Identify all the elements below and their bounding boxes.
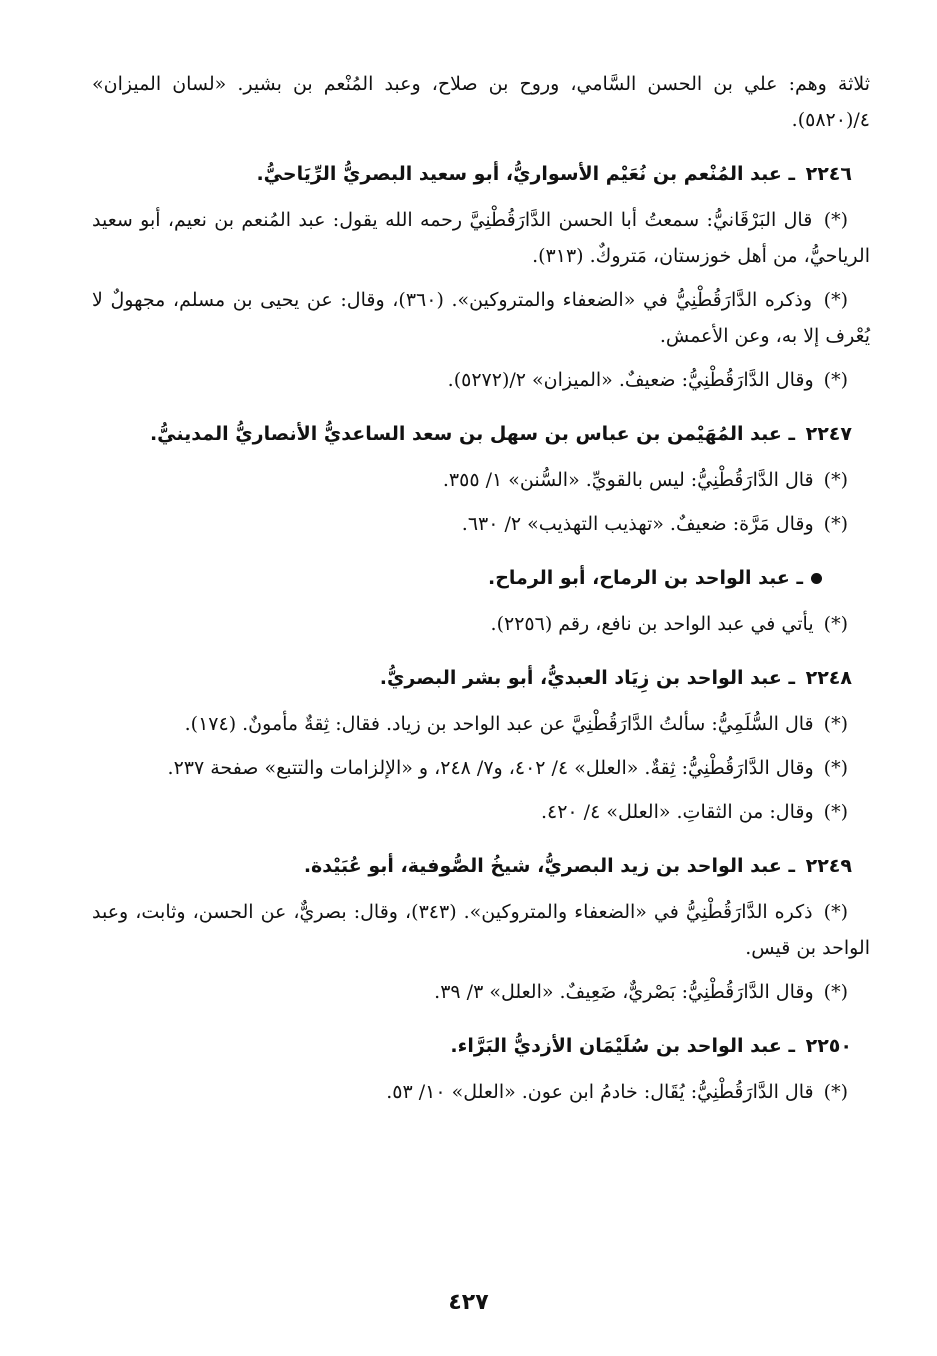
asterisk-marker: (*) [823, 901, 848, 923]
entry-paragraph [92, 894, 870, 966]
asterisk-marker: (*) [823, 757, 848, 779]
entry-number: ٢٢٤٩ [805, 855, 852, 877]
entry-title: ـ عبد المُهَيْمن بن عباس بن سهل بن سعد الساعديُّ الأنصاريُّ المدينيُّ. [149, 423, 795, 445]
entry-heading [92, 156, 852, 192]
entry-paragraph [92, 794, 870, 830]
paragraph-text: ذكره الدَّارَقُطْنِيُّ في «الضعفاء والمتروكين». (٣٤٣)، وقال: بصريٌّ، عن الحسن، وثابت، وعبد الواحد بن قيس. [92, 901, 870, 959]
entry-heading [92, 1028, 852, 1064]
paragraph-text: قال البَرْقَانيُّ: سمعتُ أبا الحسن الدَّارَقُطْنِيَّ رحمه الله يقول: عبد المُنعم بن نعيم، أبو سعيد الرياحيُّ، من أهل خوزستان، مَتروكٌ. (٣١٣). [92, 209, 870, 267]
asterisk-marker: (*) [823, 369, 848, 391]
entry-paragraph [92, 1074, 870, 1110]
paragraph-text: وقال الدَّارَقُطْنِيُّ: بَصْريٌّ، ضَعِيفٌ. «العلل» ٣/ ٣٩. [434, 981, 814, 1003]
entry-paragraph [92, 506, 870, 542]
entry-number: ٢٢٤٦ [805, 163, 852, 185]
document-page [92, 66, 870, 1118]
entry-paragraph [92, 462, 870, 498]
asterisk-marker: (*) [823, 209, 849, 231]
asterisk-marker: (*) [823, 513, 848, 535]
entry-paragraph [92, 282, 870, 354]
paragraph-text: وقال الدَّارَقُطْنِيُّ: ثِقةٌ. «العلل» ٤/ ٤٠٢، و٧/ ٢٤٨، و «الإلزامات والتتبع» صفحة ٢٣٧. [167, 757, 814, 779]
asterisk-marker: (*) [823, 713, 848, 735]
asterisk-marker: (*) [823, 469, 848, 491]
entry-number: ٢٢٤٧ [805, 423, 852, 445]
entry-paragraph [92, 706, 870, 742]
entry-title: ـ عبد المُنْعم بن نُعَيْم الأسواريُّ، أبو سعيد البصريُّ الرِّيَاحيُّ. [256, 163, 795, 185]
entry-paragraph [92, 362, 870, 398]
entry-paragraph [92, 974, 870, 1010]
paragraph-text: قال الدَّارَقُطْنِيُّ: يُقَال: خادمُ ابن عون. «العلل» ١٠/ ٥٣. [386, 1081, 814, 1103]
entry-title: ـ عبد الواحد بن سُلَيْمَان الأزديُّ البَرَّاء. [450, 1035, 795, 1057]
entry-2246 [92, 156, 870, 398]
entry-title: ـ عبد الواحد بن الرماح، أبو الرماح. [488, 567, 803, 589]
paragraph-text: وقال مَرَّة: ضعيفٌ. «تهذيب التهذيب» ٢/ ٦٣٠. [461, 513, 814, 535]
entry-title: ـ عبد الواحد بن زِيَاد العبديُّ، أبو بشر البصريُّ. [379, 667, 795, 689]
entry-number: ٢٢٤٨ [805, 667, 852, 689]
entry-2247 [92, 416, 870, 542]
asterisk-marker: (*) [823, 289, 848, 311]
asterisk-marker: (*) [823, 801, 848, 823]
entry-2249 [92, 848, 870, 1010]
intro-paragraph: ثلاثة وهم: علي بن الحسن السَّامي، وروح بن صلاح، وعبد المُنْعم بن بشير. «لسان الميزان» ٤/(٥٨٢٠). [92, 73, 870, 131]
entry-title: ـ عبد الواحد بن زيد البصريُّ، شيخُ الصُّوفية، أبو عُبَيْدة. [303, 855, 795, 877]
asterisk-marker: (*) [823, 1081, 848, 1103]
entry-heading [92, 848, 852, 884]
entry-paragraph [92, 750, 870, 786]
entry-paragraph [92, 606, 870, 642]
page-number: ٤٢٧ [448, 1290, 489, 1315]
entry-heading [92, 560, 822, 596]
paragraph-text: قال الدَّارَقُطْنِيُّ: ليس بالقويِّ. «السُّنن» ١/ ٣٥٥. [442, 469, 814, 491]
entry-paragraph [92, 202, 870, 274]
paragraph-text: وقال الدَّارَقُطْنِيُّ: ضعيفٌ. «الميزان» ٢/(٥٢٧٢). [447, 369, 814, 391]
paragraph-text: يأتي في عبد الواحد بن نافع، رقم (٢٢٥٦). [490, 613, 814, 635]
bullet-dot-icon [811, 573, 822, 584]
entry-heading [92, 660, 852, 696]
entry-heading [92, 416, 852, 452]
paragraph-text: قال السُّلَمِيُّ: سألتُ الدَّارَقُطْنِيَّ عن عبد الواحد بن زياد. فقال: ثِقةٌ مأمونٌ. (١٧٤). [184, 713, 814, 735]
entry-2248 [92, 660, 870, 830]
paragraph-text: وذكره الدَّارَقُطْنِيُّ في «الضعفاء والمتروكين». (٣٦٠)، وقال: عن يحيى بن مسلم، مجهولٌ لا يُعْرف إلا به، وعن الأعمش. [92, 289, 870, 347]
entry-cross-reference [92, 560, 870, 642]
paragraph-text: وقال: من الثقاتِ. «العلل» ٤/ ٤٢٠. [540, 801, 814, 823]
asterisk-marker: (*) [823, 981, 848, 1003]
entry-2250 [92, 1028, 870, 1110]
entry-number: ٢٢٥٠ [805, 1035, 852, 1057]
asterisk-marker: (*) [823, 613, 848, 635]
